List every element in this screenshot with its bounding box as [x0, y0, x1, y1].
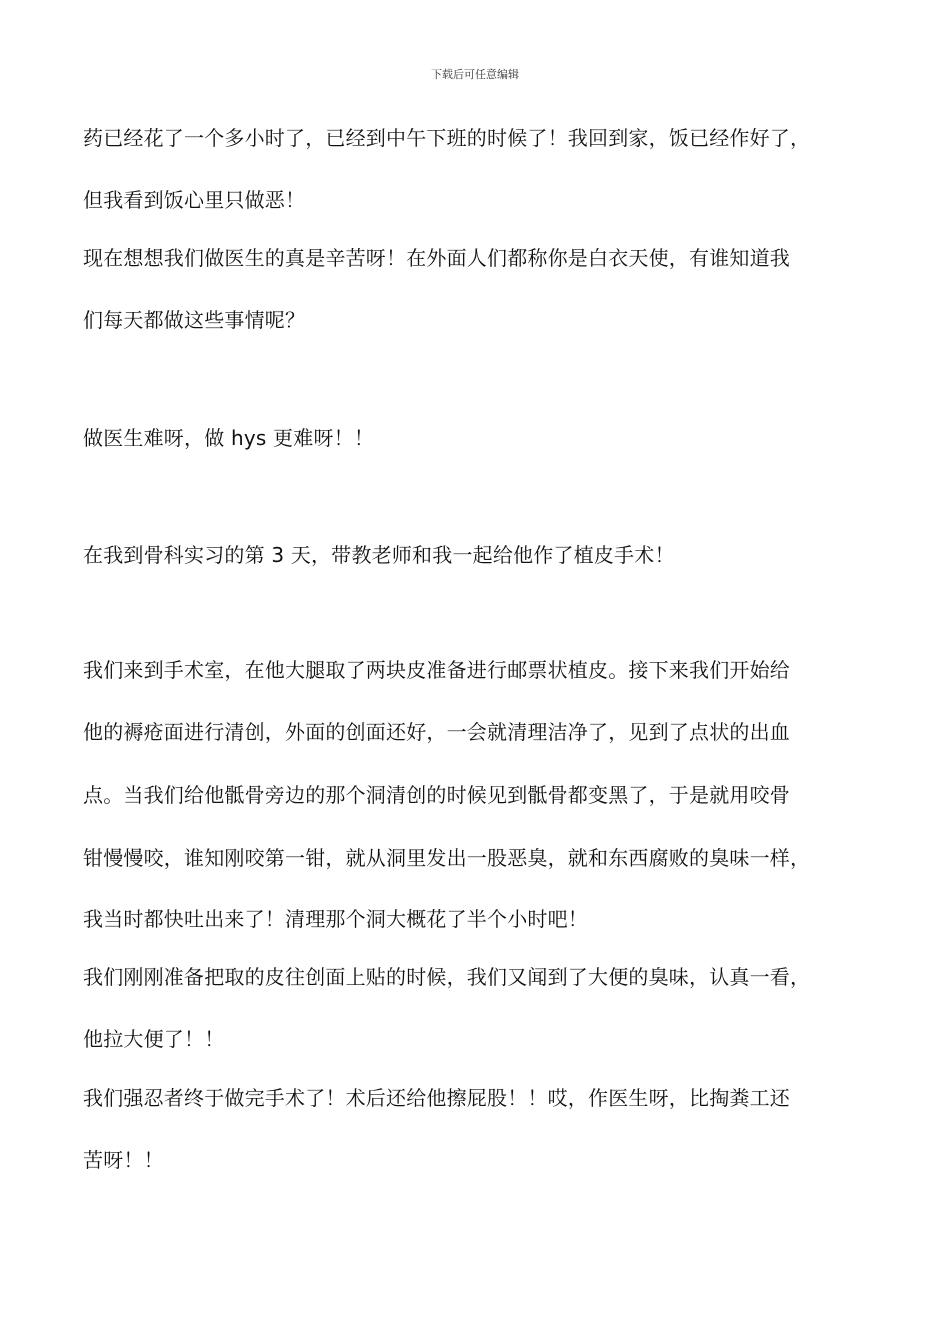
text-line: 我们来到手术室，在他大腿取了两块皮准备进行邮票状植皮。接下来我们开始给	[83, 658, 790, 682]
text-line: 我们刚刚准备把取的皮往创面上贴的时候，我们又闻到了大便的臭味，认真一看，	[83, 965, 811, 989]
page-header: 下载后可任意编辑	[431, 68, 519, 81]
text-line: 在我到骨科实习的第 3 天，带教老师和我一起给他作了植皮手术！	[83, 543, 675, 567]
text-line: 但我看到饭心里只做恶！	[83, 188, 306, 212]
text-line: 做医生难呀，做 hys 更难呀！！	[83, 426, 375, 450]
text-line: 们每天都做这些事情呢？	[83, 308, 306, 332]
text-line: 我当时都快吐出来了！清理那个洞大概花了半个小时吧！	[83, 907, 588, 931]
text-line: 他的褥疮面进行清创，外面的创面还好，一会就清理洁净了，见到了点状的出血	[83, 720, 790, 744]
text-line: 苦呀！！	[83, 1148, 164, 1172]
text-line: 钳慢慢咬，谁知刚咬第一钳，就从洞里发出一股恶臭，就和东西腐败的臭味一样，	[83, 846, 811, 870]
text-line: 点。当我们给他骶骨旁边的那个洞清创的时候见到骶骨都变黑了，于是就用咬骨	[83, 783, 790, 807]
text-line: 现在想想我们做医生的真是辛苦呀！在外面人们都称你是白衣天使，有谁知道我	[83, 246, 790, 270]
text-line: 他拉大便了！！	[83, 1027, 225, 1051]
text-line: 我们强忍者终于做完手术了！术后还给他擦屁股！！哎，作医生呀，比掏粪工还	[83, 1086, 790, 1110]
text-line: 药已经花了一个多小时了，已经到中午下班的时候了！我回到家，饭已经作好了，	[83, 126, 811, 150]
